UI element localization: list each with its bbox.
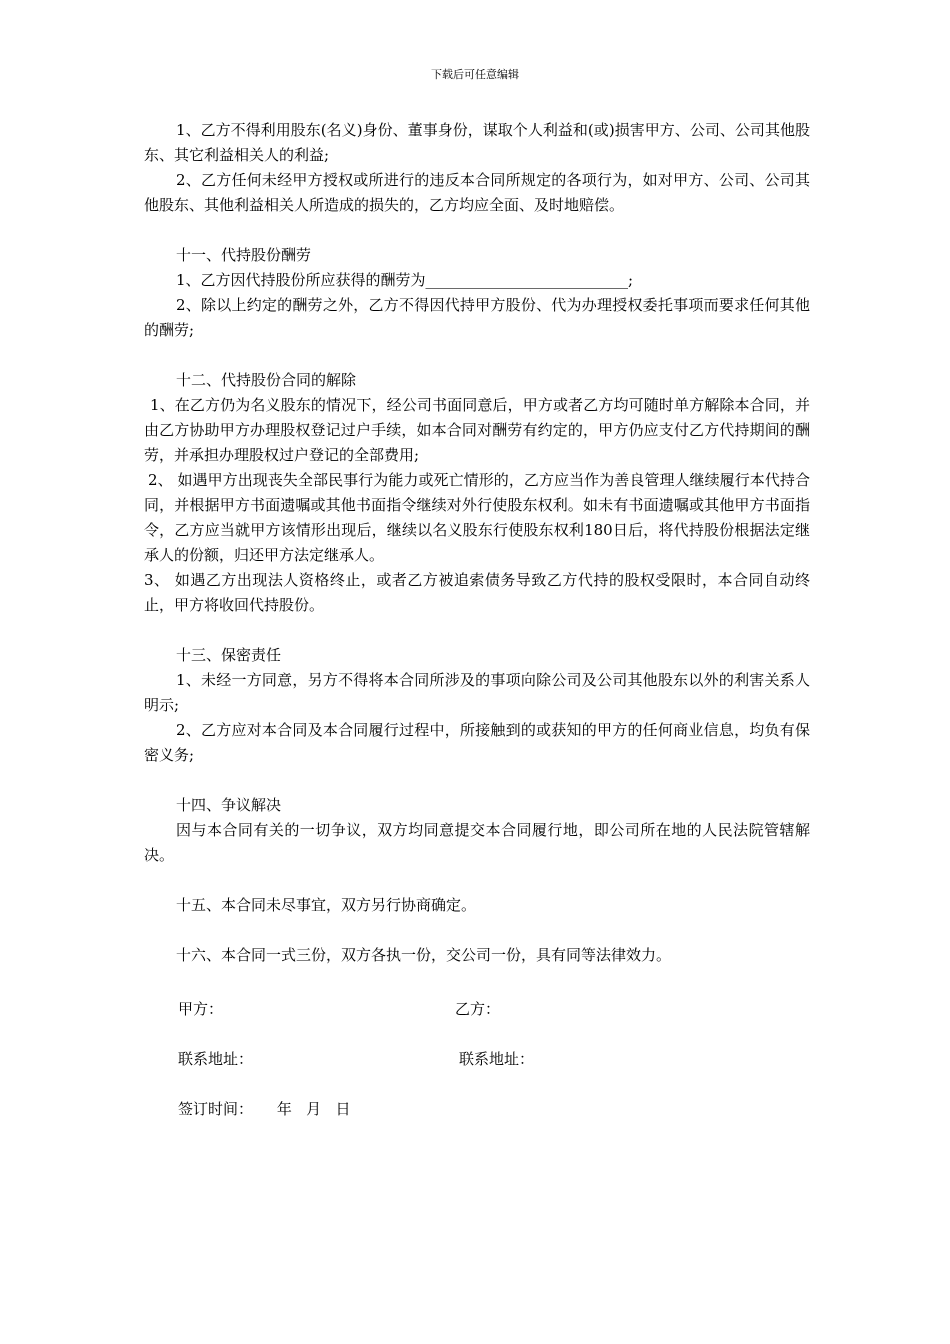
paragraph-gap: [144, 918, 810, 943]
paragraph: 因与本合同有关的一切争议，双方均同意提交本合同履行地，即公司所在地的人民法院管辖解决。: [144, 821, 810, 864]
paragraph: 2、 如遇甲方出现丧失全部民事行为能力或死亡情形的，乙方应当作为善良管理人继续履行本代持合同，并根据甲方书面遗嘱或其他书面指令继续对外行使股东权利。如未有书面遗嘱或其他甲方书面指令，乙方应当就甲方该情形出现后，继续以名义股东行使股东权利180日后，将代持股份根据法定继承人的份额，归还甲方法定继承人。: [144, 471, 810, 564]
paragraph-gap: [144, 218, 810, 243]
paragraph: 2、乙方应对本合同及本合同履行过程中，所接触到的或获知的甲方的任何商业信息，均负有保密义务;: [144, 721, 810, 764]
paragraph-gap: [144, 868, 810, 893]
paragraph-gap: [144, 343, 810, 368]
paragraph: 十四、争议解决: [176, 796, 282, 814]
paragraph-gap: [144, 768, 810, 793]
paragraph: 十一、代持股份酬劳: [176, 246, 312, 264]
paragraph: 十六、本合同一式三份，双方各执一份，交公司一份，具有同等法律效力。: [176, 946, 672, 964]
paragraph: 1、在乙方仍为名义股东的情况下，经公司书面同意后，甲方或者乙方均可随时单方解除本合同，并由乙方协助甲方办理股权登记过户手续，如本合同对酬劳有约定的，甲方仍应支付乙方代持期间的酬劳，并承担办理股权过户登记的全部费用;: [144, 396, 810, 464]
paragraph: 3、 如遇乙方出现法人资格终止，或者乙方被追索债务导致乙方代持的股权受限时，本合同自动终止，甲方将收回代持股份。: [144, 571, 810, 614]
paragraph: 1、乙方因代持股份所应获得的酬劳为___________________________;: [176, 271, 634, 289]
paragraph: 2、除以上约定的酬劳之外，乙方不得因代持甲方股份、代为办理授权委托事项而要求任何其他的酬劳;: [144, 296, 810, 339]
party-a-label: 甲方：: [178, 1000, 224, 1018]
party-a-address-label: 联系地址：: [178, 1050, 254, 1068]
paragraph: 十五、本合同未尽事宜，双方另行协商确定。: [176, 896, 477, 914]
paragraph: 十三、保密责任: [176, 646, 282, 664]
paragraph: 十二、代持股份合同的解除: [176, 371, 357, 389]
party-b-label: 乙方：: [455, 1000, 501, 1018]
paragraph-gap: [144, 618, 810, 643]
paragraph: 2、乙方任何未经甲方授权或所进行的违反本合同所规定的各项行为，如对甲方、公司、公司其他股东、其他利益相关人所造成的损失的，乙方均应全面、及时地赔偿。: [144, 171, 810, 214]
party-b-address-label: 联系地址：: [459, 1050, 535, 1068]
document-body: [144, 118, 810, 968]
signing-date-label: 签订时间： 年 月 日: [178, 1100, 351, 1118]
paragraph: 1、未经一方同意，另方不得将本合同所涉及的事项向除公司及公司其他股东以外的利害关系人明示;: [144, 671, 810, 714]
page-header: 下载后可任意编辑: [431, 68, 519, 81]
paragraph: 1、乙方不得利用股东(名义)身份、董事身份，谋取个人利益和(或)损害甲方、公司、公司其他股东、其它利益相关人的利益;: [144, 121, 810, 164]
